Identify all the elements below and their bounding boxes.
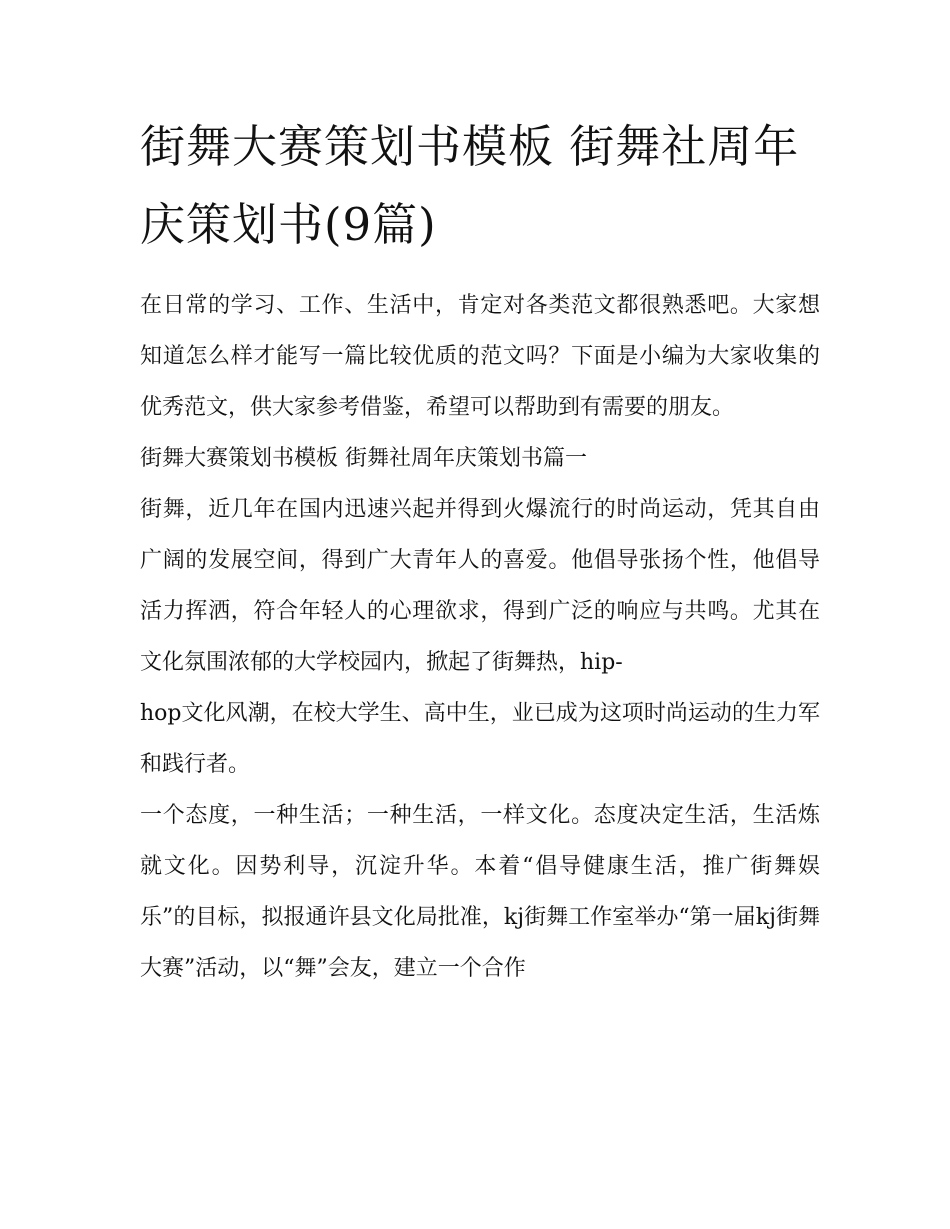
body-paragraph: 街舞，近几年在国内迅速兴起并得到火爆流行的时尚运动，凭其自由广阔的发展空间，得到广大青年人的喜爱。他倡导张扬个性，他倡导活力挥洒，符合年轻人的心理欲求，得到广泛的响应与共鸣。尤其在文化氛围浓郁的大学校园内，掀起了街舞热，hip- xyxy=(140,497,820,675)
document-body xyxy=(140,108,820,994)
document-title: 街舞大赛策划书模板 街舞社周年庆策划书(9篇) xyxy=(140,120,800,251)
intro-paragraph: 在日常的学习、工作、生活中，肯定对各类范文都很熟悉吧。大家想知道怎么样才能写一篇比较优质的范文吗？下面是小编为大家收集的优秀范文，供大家参考借鉴，希望可以帮助到有需要的朋友。 xyxy=(140,293,820,420)
body-paragraph: hop文化风潮，在校大学生、高中生，业已成为这项时尚运动的生力军和践行者。 xyxy=(140,701,820,777)
body-paragraph: 一个态度，一种生活；一种生活，一样文化。态度决定生活，生活炼就文化。因势利导，沉淀升华。本着“倡导健康生活，推广街舞娱乐”的目标，拟报通许县文化局批准，kj街舞工作室举办“第一届kj街舞大赛”活动，以“舞”会友，建立一个合作 xyxy=(140,803,820,981)
section-heading: 街舞大赛策划书模板 街舞社周年庆策划书篇一 xyxy=(140,446,587,471)
